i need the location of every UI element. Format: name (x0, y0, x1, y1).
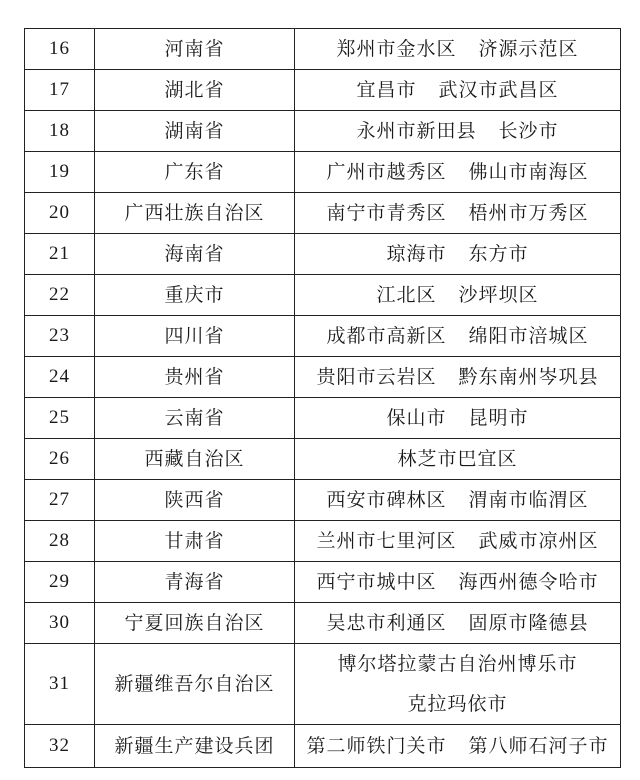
city-name: 克拉玛依市 (407, 693, 508, 715)
city-name: 贵阳市云岩区 (316, 366, 437, 388)
city-name: 武汉市武昌区 (438, 79, 559, 101)
city-name: 济源示范区 (478, 38, 579, 60)
city-cell (295, 357, 621, 398)
province-cell: 广西壮族自治区 (95, 193, 295, 234)
province-cell: 广东省 (95, 152, 295, 193)
city-cell (295, 398, 621, 439)
city-name: 昆明市 (468, 407, 529, 429)
city-cell (295, 111, 621, 152)
region-table-body (25, 29, 621, 768)
table-row (25, 275, 621, 316)
city-name: 武威市凉州区 (478, 530, 599, 552)
table-row (25, 603, 621, 644)
row-number: 19 (25, 152, 95, 193)
city-name: 西安市碑林区 (326, 489, 447, 511)
city-name: 长沙市 (498, 120, 559, 142)
province-cell: 贵州省 (95, 357, 295, 398)
row-number: 22 (25, 275, 95, 316)
row-number: 31 (25, 644, 95, 725)
city-cell (295, 234, 621, 275)
table-row (25, 70, 621, 111)
city-name: 南宁市青秀区 (326, 202, 447, 224)
table-row (25, 398, 621, 439)
city-name: 郑州市金水区 (336, 38, 457, 60)
city-name: 东方市 (468, 243, 529, 265)
table-row (25, 111, 621, 152)
region-table (24, 28, 621, 768)
city-name: 绵阳市涪城区 (468, 325, 589, 347)
province-cell: 湖北省 (95, 70, 295, 111)
province-cell: 四川省 (95, 316, 295, 357)
city-cell (295, 644, 621, 725)
city-name: 成都市高新区 (326, 325, 447, 347)
province-cell: 宁夏回族自治区 (95, 603, 295, 644)
row-number: 29 (25, 562, 95, 603)
city-name: 渭南市临渭区 (468, 489, 589, 511)
row-number: 25 (25, 398, 95, 439)
table-row (25, 29, 621, 70)
city-name: 吴忠市利通区 (326, 612, 447, 634)
city-name: 西宁市城中区 (316, 571, 437, 593)
row-number: 18 (25, 111, 95, 152)
city-cell (295, 725, 621, 768)
city-cell (295, 480, 621, 521)
city-name: 第二师铁门关市 (306, 735, 447, 757)
city-name: 琼海市 (386, 243, 447, 265)
row-number: 24 (25, 357, 95, 398)
province-cell: 海南省 (95, 234, 295, 275)
city-name: 佛山市南海区 (468, 161, 589, 183)
row-number: 27 (25, 480, 95, 521)
table-row (25, 562, 621, 603)
table-row (25, 480, 621, 521)
city-cell (295, 603, 621, 644)
city-cell (295, 316, 621, 357)
province-cell: 重庆市 (95, 275, 295, 316)
province-cell: 陕西省 (95, 480, 295, 521)
province-cell: 河南省 (95, 29, 295, 70)
city-cell (295, 562, 621, 603)
row-number: 26 (25, 439, 95, 480)
city-cell (295, 152, 621, 193)
row-number: 17 (25, 70, 95, 111)
city-cell (295, 70, 621, 111)
city-cell (295, 439, 621, 480)
row-number: 20 (25, 193, 95, 234)
table-row (25, 725, 621, 768)
row-number: 16 (25, 29, 95, 70)
city-name: 第八师石河子市 (468, 735, 609, 757)
province-cell: 新疆生产建设兵团 (95, 725, 295, 768)
table-row (25, 439, 621, 480)
city-name: 兰州市七里河区 (316, 530, 457, 552)
city-name: 梧州市万秀区 (468, 202, 589, 224)
city-name: 海西州德令哈市 (458, 571, 599, 593)
table-row (25, 357, 621, 398)
row-number: 30 (25, 603, 95, 644)
city-name: 沙坪坝区 (458, 284, 539, 306)
city-cell (295, 193, 621, 234)
city-name: 黔东南州岑巩县 (458, 366, 599, 388)
row-number: 21 (25, 234, 95, 275)
table-row (25, 644, 621, 725)
city-name: 林芝市巴宜区 (397, 448, 518, 470)
province-cell: 青海省 (95, 562, 295, 603)
row-number: 23 (25, 316, 95, 357)
table-row (25, 193, 621, 234)
table-row (25, 234, 621, 275)
province-cell: 甘肃省 (95, 521, 295, 562)
province-cell: 湖南省 (95, 111, 295, 152)
city-name: 博尔塔拉蒙古自治州博乐市 (337, 653, 578, 675)
city-name: 保山市 (386, 407, 447, 429)
city-cell (295, 275, 621, 316)
row-number: 28 (25, 521, 95, 562)
table-row (25, 316, 621, 357)
city-cell (295, 521, 621, 562)
city-name: 广州市越秀区 (326, 161, 447, 183)
province-cell: 新疆维吾尔自治区 (95, 644, 295, 725)
city-name: 江北区 (376, 284, 437, 306)
table-row (25, 521, 621, 562)
row-number: 32 (25, 725, 95, 768)
table-row (25, 152, 621, 193)
city-cell (295, 29, 621, 70)
city-name: 永州市新田县 (356, 120, 477, 142)
province-cell: 云南省 (95, 398, 295, 439)
city-name: 宜昌市 (356, 79, 417, 101)
city-name: 固原市隆德县 (468, 612, 589, 634)
province-cell: 西藏自治区 (95, 439, 295, 480)
